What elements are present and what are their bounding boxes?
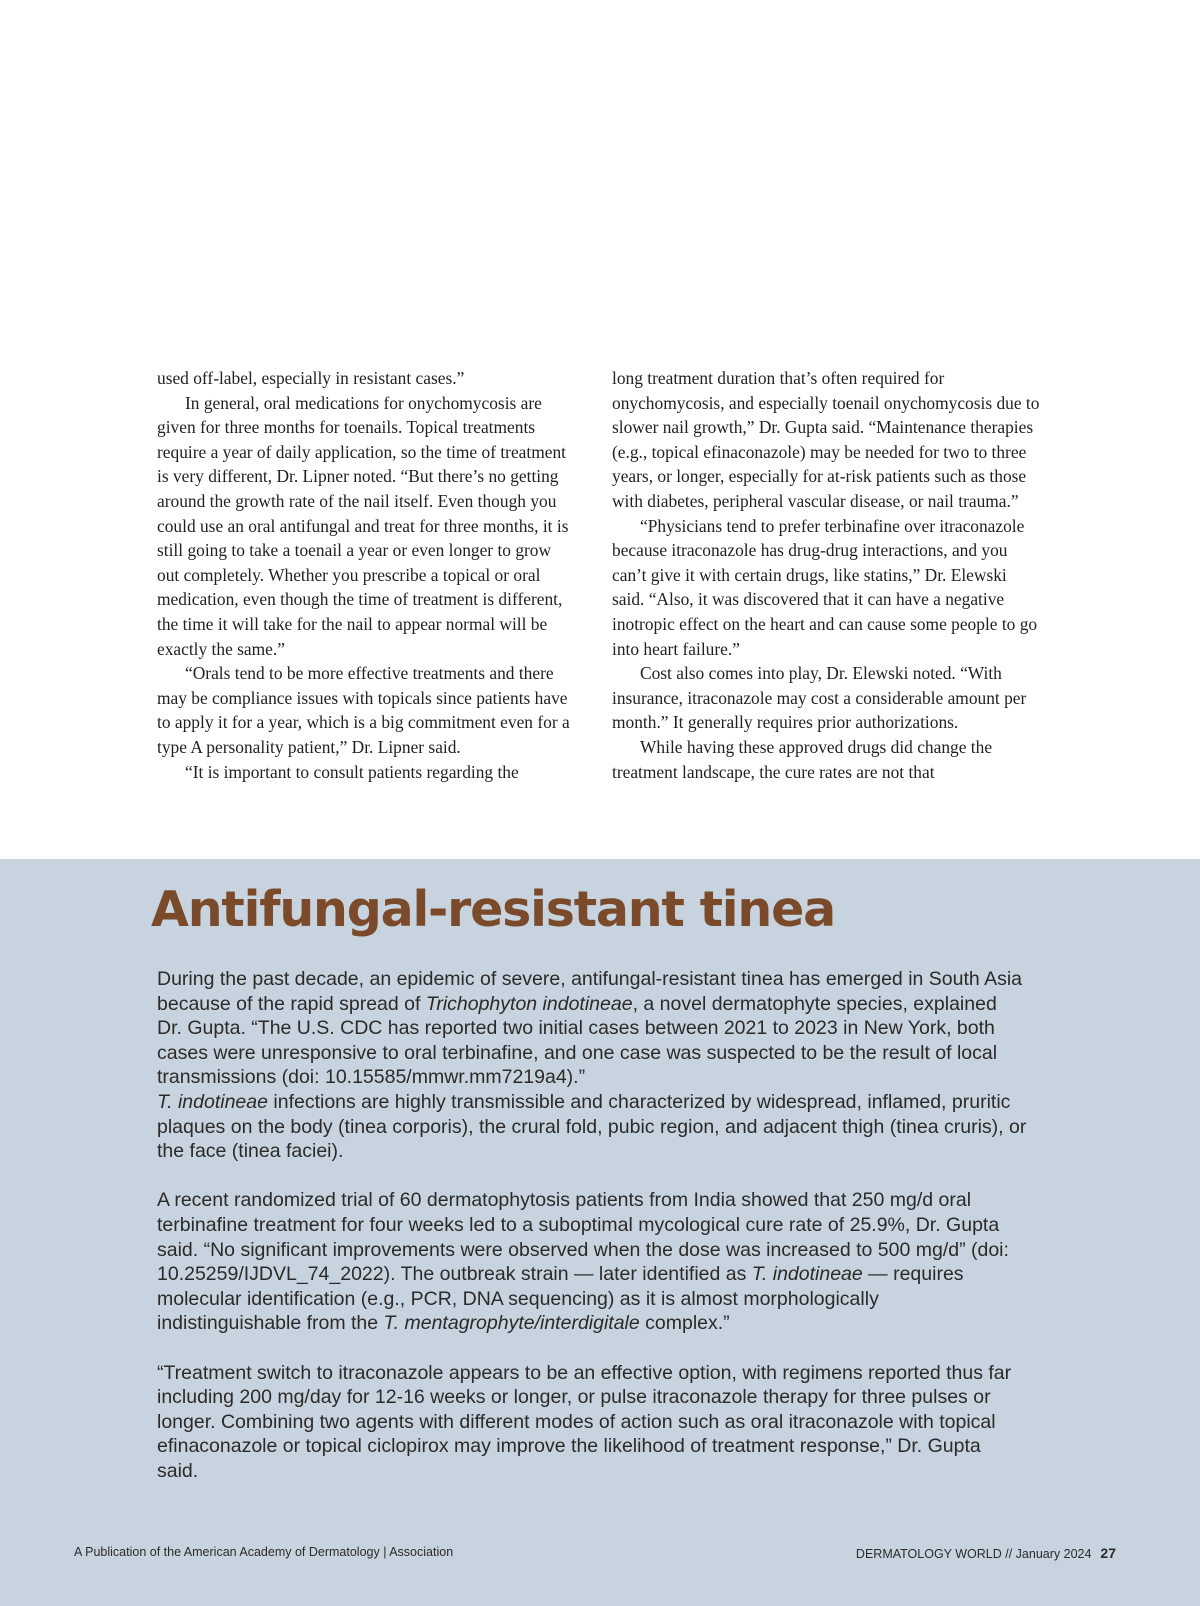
species-name: Trichophyton indotineae bbox=[425, 992, 633, 1015]
text-run: infections are highly transmissible and characterized by widespread, inflamed, pruritic plaques on the body (tinea corporis), the crural fold, pubic region, and adjacent thigh (tinea cruris), or the face (tinea faciei). bbox=[157, 1090, 1027, 1163]
article-paragraph: long treatment duration that’s often required for onychomycosis, and especially toenail onychomycosis due to slower nail growth,” Dr. Gupta said. “Maintenance therapies (e.g., topical efinaconazole) may be needed for two to three years, or longer, especially for at-risk patients such as those with diabetes, peripheral vascular disease, or nail trauma.” bbox=[612, 368, 1040, 511]
sidebar-title: Antifungal-resistant tinea bbox=[151, 881, 835, 938]
species-name: T. indotineae bbox=[751, 1263, 863, 1286]
article-paragraph: While having these approved drugs did change the treatment landscape, the cure rates are not that bbox=[612, 736, 993, 782]
text-run: During the past decade, an epidemic of severe, antifungal-resistant tinea has emerged in South Asia because of the rapid spread of bbox=[157, 968, 1023, 1015]
article-paragraph: used off-label, especially in resistant cases.” bbox=[157, 368, 465, 388]
text-run: A recent randomized trial of 60 dermatophytosis patients from India showed that 250 mg/d oral terbinafine treatment for four weeks led to a suboptimal mycological cure rate of 25.9%, Dr. Gupta said. “No significant improvements were observed when the dose was increased to 500 mg/d” (doi: 10.25259/IJDVL_74_2022). The outbreak strain — later identified as bbox=[157, 1189, 1009, 1286]
article-column-left bbox=[157, 366, 577, 784]
species-name: T. indotineae bbox=[157, 1090, 268, 1113]
sidebar-paragraph-1 bbox=[157, 967, 1027, 1164]
sidebar-body bbox=[157, 967, 1027, 1508]
sidebar-paragraph-3: “Treatment switch to itraconazole appears to be an effective option, with regimens reported thus far including 200 mg/day for 12-16 weeks or longer, or pulse itraconazole therapy for three pulses or longer. Combining two agents with different modes of action such as oral itraconazole with topical efinaconazole or topical ciclopirox may improve the likelihood of treatment response,” Dr. Gupta said. bbox=[157, 1361, 1012, 1482]
species-name: T. mentagrophyte/interdigitale bbox=[383, 1312, 640, 1335]
sidebar-box bbox=[0, 859, 1200, 1606]
article-paragraph: “It is important to consult patients regarding the bbox=[185, 761, 519, 782]
footer-issue: DERMATOLOGY WORLD // January 2024 bbox=[855, 1547, 1092, 1561]
text-run: — requires molecular identification (e.g., PCR, DNA sequencing) as it is almost morphologically indistinguishable from the bbox=[157, 1263, 964, 1335]
article-paragraph: “Orals tend to be more effective treatments and there may be compliance issues with topicals since patients have to apply it for a year, which is a big commitment even for a type A personality patient,” Dr. Lipner said. bbox=[157, 663, 570, 757]
text-run: , a novel dermatophyte species, explained Dr. Gupta. “The U.S. CDC has reported two initial cases between 2021 to 2023 in New York, both cases were unresponsive to oral terbinafine, and one case was suspected to be the result of local transmissions (doi: 10.15585/mmwr.mm7219a4).” bbox=[157, 992, 998, 1089]
page-number: 27 bbox=[1100, 1545, 1116, 1561]
article-column-right bbox=[612, 366, 1042, 784]
sidebar-paragraph-2 bbox=[157, 1188, 1027, 1336]
footer-publication: A Publication of the American Academy of Dermatology | Association bbox=[74, 1545, 454, 1559]
article-paragraph: “Physicians tend to prefer terbinafine over itraconazole because itraconazole has drug-drug interactions, and you can’t give it with certain drugs, like statins,” Dr. Elewski said. “Also, it was discovered that it can have a negative inotropic effect on the heart and can cause some people to go into heart failure.” bbox=[612, 515, 1038, 659]
article-paragraph: Cost also comes into play, Dr. Elewski noted. “With insurance, itraconazole may cost a considerable amount per month.” It generally requires prior authorizations. bbox=[612, 663, 1027, 733]
footer-masthead bbox=[856, 1545, 1116, 1565]
text-run: complex.” bbox=[639, 1312, 730, 1335]
article-paragraph: In general, oral medications for onychomycosis are given for three months for toenails. Topical treatments require a year of daily application, so the time of treatment is very different, Dr. Lipner noted. “But there’s no getting around the growth rate of the nail itself. Even though you could use an oral antifungal and treat for three months, it is still going to take a toenail a year or even longer to grow out completely. Whether you prescribe a topical or oral medication, even though the time of treatment is different, the time it will take for the nail to appear normal will be exactly the same.” bbox=[157, 392, 569, 659]
